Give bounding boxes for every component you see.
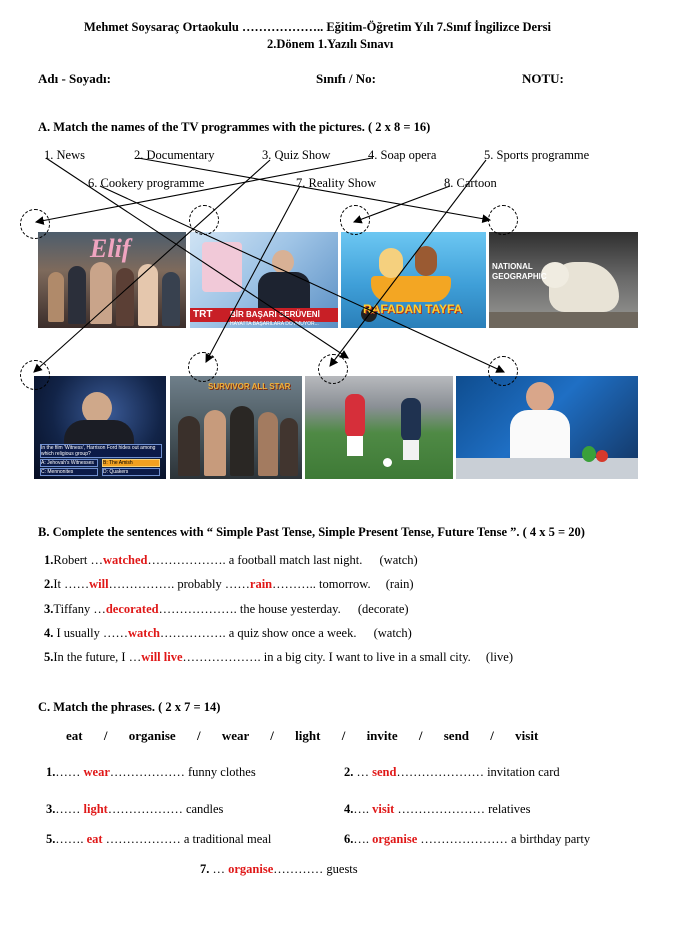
phrase-item-7	[200, 862, 358, 877]
phrase-answer[interactable]: eat	[86, 832, 103, 846]
answer-text[interactable]: rain	[249, 577, 273, 591]
section-c-instruction: C. Match the phrases.	[38, 700, 156, 714]
phrase-item-1	[46, 765, 256, 780]
phrase-item-5	[46, 832, 271, 847]
quiz-answer-b: B: The Amish	[102, 459, 160, 467]
sentence-text: ………………. a football match last night.	[147, 553, 363, 567]
documentary-logo-text: NATIONAL GEOGRAPHIC	[492, 262, 547, 281]
answer-text[interactable]: will	[89, 577, 109, 591]
verb-hint: (watch)	[379, 553, 418, 567]
sentence-number: 3.	[44, 602, 54, 616]
name-label: Adı - Soyadı:	[38, 71, 111, 86]
section-c-points: ( 2 x 7 = 14)	[158, 700, 221, 714]
phrase-answer[interactable]: wear	[83, 765, 110, 779]
answer-text[interactable]: watched	[103, 553, 148, 567]
phrase-dots: ….	[353, 802, 373, 816]
phrase-dots: ….	[353, 832, 373, 846]
sentence-text: ……….. tomorrow.	[272, 577, 371, 591]
answer-circle-1[interactable]	[20, 209, 50, 239]
word-bank-word: send	[443, 728, 470, 743]
phrase-text: ………………… a birthday party	[417, 832, 591, 846]
programme-item-3: 3. Quiz Show	[262, 148, 331, 162]
exam-header-subtitle: 2.Dönem 1.Yazılı Sınavı	[267, 37, 394, 51]
sentence-number: 5.	[44, 650, 54, 664]
word-bank-word: eat	[66, 728, 83, 743]
phrase-text: ………………… invitation card	[396, 765, 560, 779]
answer-circle-5[interactable]	[20, 360, 50, 390]
phrase-text: ………… guests	[273, 862, 358, 876]
phrase-item-2	[344, 765, 560, 780]
phrase-item-4	[344, 802, 530, 817]
answer-circle-2[interactable]	[189, 205, 219, 235]
answer-circle-3[interactable]	[340, 205, 370, 235]
word-bank-separator: /	[341, 728, 346, 743]
phrase-dots: …	[353, 765, 373, 779]
phrase-item-3	[46, 802, 223, 817]
answer-circle-7[interactable]	[318, 354, 348, 384]
sentence-4	[44, 626, 412, 641]
programme-item-8: 8. Cartoon	[444, 176, 497, 190]
programme-item-2: 2. Documentary	[134, 148, 215, 162]
soap-opera-photo	[38, 232, 186, 328]
answer-circle-8[interactable]	[488, 356, 518, 386]
section-b-title	[38, 525, 585, 540]
exam-header-title: Mehmet Soysaraç Ortaokulu ……………….. Eğitim-Öğretim Yılı 7.Sınıf İngilizce Dersi	[84, 20, 551, 34]
phrase-number: 5.	[46, 832, 56, 846]
verb-hint: (rain)	[385, 577, 414, 591]
quiz-answer-c: C: Mennonites	[40, 468, 98, 476]
word-bank-word: visit	[515, 728, 539, 743]
soap-logo-text: Elif	[90, 234, 131, 263]
section-b-instruction: B. Complete the sentences with “ Simple Past Tense, Simple Present Tense, Future Tense ”.	[38, 525, 520, 539]
phrase-text: ……………… a traditional meal	[102, 832, 272, 846]
programme-item-5: 5. Sports programme	[484, 148, 590, 162]
sentence-1	[44, 553, 418, 568]
word-bank-separator: /	[270, 728, 274, 743]
word-bank-word: organise	[128, 728, 176, 743]
programme-item-7: 7. Reality Show	[296, 176, 377, 190]
sentence-2	[44, 577, 414, 592]
phrase-number: 3.	[46, 802, 56, 816]
word-bank-word: light	[295, 728, 321, 743]
section-b-points: ( 4 x 5 = 20)	[522, 525, 585, 539]
answer-text[interactable]: decorated	[105, 602, 159, 616]
sentence-text: Tiffany …	[53, 602, 106, 616]
quiz-answer-d: D: Quakers	[102, 468, 160, 476]
word-bank-separator: /	[490, 728, 494, 743]
answer-text[interactable]: watch	[128, 626, 160, 640]
phrase-dots: …	[209, 862, 229, 876]
phrase-number: 4.	[344, 802, 354, 816]
quiz-show-photo	[34, 376, 166, 479]
word-bank-separator: /	[418, 728, 423, 743]
sentence-text: In the future, I …	[53, 650, 142, 664]
programme-item-1: 1. News	[44, 148, 85, 162]
phrase-dots: ……	[55, 765, 84, 779]
sentence-3	[44, 602, 409, 617]
verb-hint: (watch)	[373, 626, 412, 640]
phrase-number: 2.	[344, 765, 354, 779]
cookery-photo	[456, 376, 638, 479]
sentence-text: I usually ……	[53, 626, 129, 640]
phrase-item-6	[344, 832, 590, 847]
phrase-answer[interactable]: visit	[372, 802, 395, 816]
quiz-question-text: In the film 'Witness', Harrison Ford hides out among which religious group?	[40, 444, 162, 458]
sentence-text: ……………. probably ……	[108, 577, 250, 591]
sentence-text: ………………. in a big city. I want to live in a small city.	[182, 650, 471, 664]
word-bank-separator: /	[103, 728, 108, 743]
sports-photo	[305, 376, 453, 479]
sentence-text: It ……	[53, 577, 90, 591]
section-a-instruction: A. Match the names of the TV programmes with the pictures.	[38, 120, 365, 134]
word-bank-separator: /	[196, 728, 201, 743]
phrase-dots: ……	[55, 802, 84, 816]
phrase-answer[interactable]: organise	[228, 862, 274, 876]
phrase-number: 7.	[200, 862, 210, 876]
verb-hint: (live)	[485, 650, 513, 664]
phrase-text: ……………… funny clothes	[109, 765, 256, 779]
word-bank	[66, 728, 538, 744]
news-logo: TRT	[193, 309, 213, 320]
reality-show-photo	[170, 376, 302, 479]
news-photo	[190, 232, 338, 328]
phrase-dots: …….	[55, 832, 87, 846]
phrase-answer[interactable]: send	[372, 765, 397, 779]
grade-label: NOTU:	[522, 71, 564, 86]
phrase-number: 6.	[344, 832, 354, 846]
phrase-answer[interactable]: light	[83, 802, 108, 816]
sentence-number: 1.	[44, 553, 54, 567]
programme-item-4: 4. Soap opera	[368, 148, 437, 162]
sentence-text: Robert …	[53, 553, 104, 567]
quiz-answer-a: A: Jehovah's Witnesses	[40, 459, 98, 467]
section-c-title	[38, 700, 220, 715]
cartoon-title-text: RAFADAN TAYFA	[363, 302, 463, 316]
phrase-number: 1.	[46, 765, 56, 779]
news-ticker-text: BİR BAŞARI SERÜVENİ	[230, 310, 320, 319]
word-bank-word: invite	[366, 728, 398, 743]
phrase-text: ………………… relatives	[394, 802, 531, 816]
sentence-number: 4.	[44, 626, 54, 640]
programme-item-6: 6. Cookery programme	[88, 176, 205, 190]
news-sub-text: HAYATTA BAŞARILARA DOYMUYOR...	[230, 321, 319, 327]
sentence-text: ……………. a quiz show once a week.	[159, 626, 357, 640]
answer-circle-4[interactable]	[488, 205, 518, 235]
answer-circle-6[interactable]	[188, 352, 218, 382]
sentence-number: 2.	[44, 577, 54, 591]
section-a-title	[38, 120, 430, 135]
sentence-text: ………………. the house yesterday.	[158, 602, 341, 616]
answer-text[interactable]: will live	[141, 650, 183, 664]
phrase-answer[interactable]: organise	[372, 832, 418, 846]
cartoon-photo	[341, 232, 486, 328]
class-label: Sınıfı / No:	[316, 71, 376, 86]
sentence-5	[44, 650, 513, 665]
reality-logo-text: SURVIVOR ALL STAR	[208, 382, 291, 391]
word-bank-word: wear	[221, 728, 250, 743]
phrase-text: ……………… candles	[107, 802, 224, 816]
verb-hint: (decorate)	[357, 602, 409, 616]
documentary-photo	[489, 232, 638, 328]
section-a-points: ( 2 x 8 = 16)	[367, 120, 431, 134]
